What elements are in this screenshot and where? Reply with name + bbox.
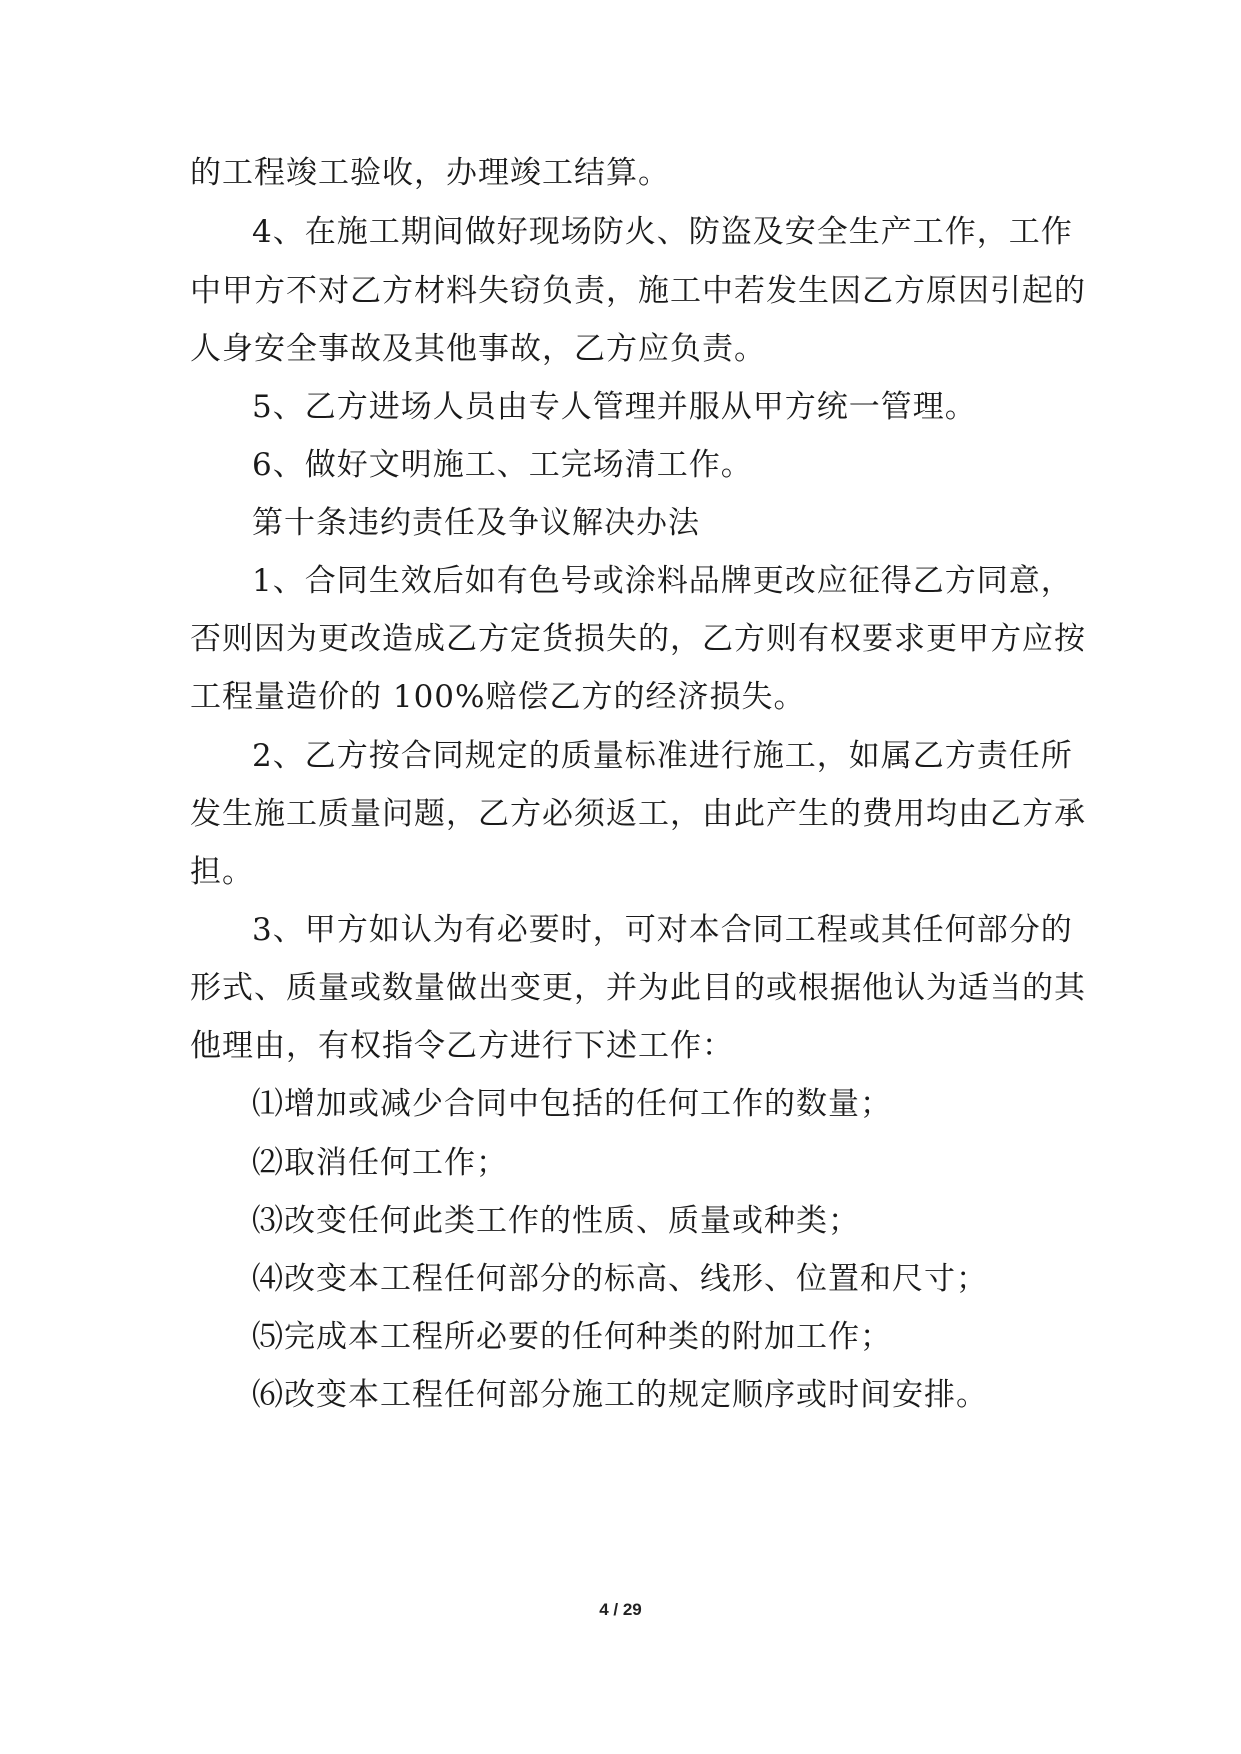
text-line: 3、甲方如认为有必要时，可对本合同工程或其任何部分的 (252, 912, 1073, 948)
list-item: ⑸完成本工程所必要的任何种类的附加工作； (252, 1319, 892, 1355)
text-line: 工程量造价的 100%赔偿乙方的经济损失。 (190, 679, 806, 715)
list-item: ⑶改变任何此类工作的性质、质量或种类； (252, 1203, 860, 1239)
text-line: 的工程竣工验收，办理竣工结算。 (190, 155, 670, 191)
text-line: 人身安全事故及其他事故，乙方应负责。 (190, 331, 766, 367)
text-line: 1、合同生效后如有色号或涂料品牌更改应征得乙方同意， (252, 563, 1073, 599)
text-line: 2、乙方按合同规定的质量标准进行施工，如属乙方责任所 (252, 738, 1073, 774)
text-line: 中甲方不对乙方材料失窃负责，施工中若发生因乙方原因引起的 (190, 273, 1086, 309)
text-line: 担。 (190, 854, 254, 890)
text-line: 4、在施工期间做好现场防火、防盗及安全生产工作，工作 (252, 214, 1073, 250)
text-line: 发生施工质量问题，乙方必须返工，由此产生的费用均由乙方承 (190, 796, 1086, 832)
list-item: ⑴增加或减少合同中包括的任何工作的数量； (252, 1086, 892, 1122)
text-line: 他理由，有权指令乙方进行下述工作： (190, 1028, 734, 1064)
list-item: ⑵取消任何工作； (252, 1145, 508, 1181)
text-line: 形式、质量或数量做出变更，并为此目的或根据他认为适当的其 (190, 970, 1086, 1006)
text-line: 6、做好文明施工、工完场清工作。 (252, 447, 753, 483)
list-item: ⑹改变本工程任何部分施工的规定顺序或时间安排。 (252, 1377, 988, 1413)
page-number: 4 / 29 (599, 1600, 642, 1619)
section-heading: 第十条违约责任及争议解决办法 (252, 505, 700, 541)
text-line: 5、乙方进场人员由专人管理并服从甲方统一管理。 (252, 389, 977, 425)
text-line: 否则因为更改造成乙方定货损失的，乙方则有权要求更甲方应按 (190, 621, 1086, 657)
list-item: ⑷改变本工程任何部分的标高、线形、位置和尺寸； (252, 1261, 988, 1297)
